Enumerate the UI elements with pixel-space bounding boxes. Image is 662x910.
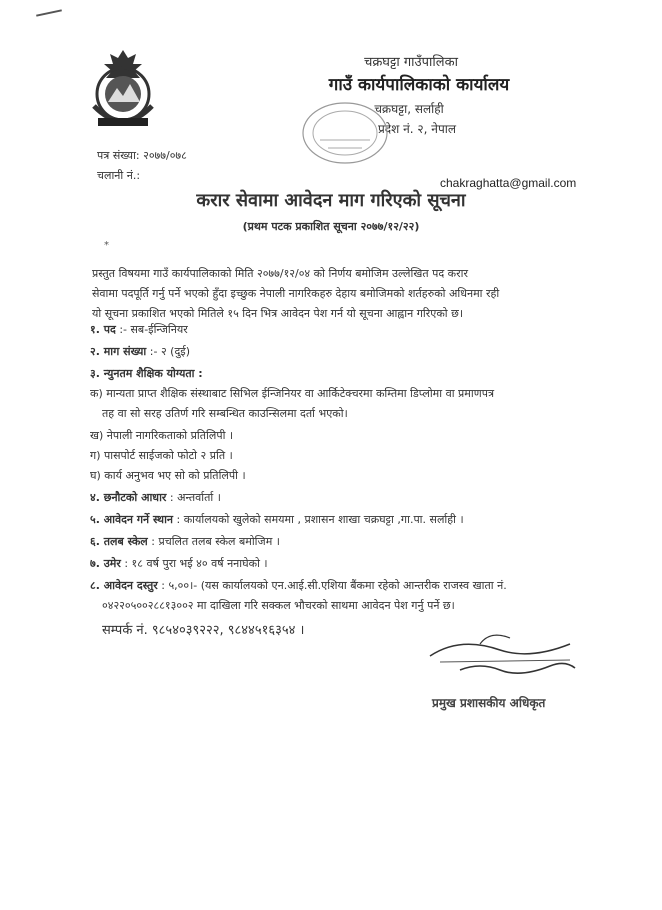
post-item (90, 322, 188, 337)
office-name: गाउँ कार्यपालिकाको कार्यालय (328, 75, 510, 95)
fee-value: : ५,००।- (यस कार्यालयको एन.आई.सी.एशिया बैंकमा रहेको आन्तरीक राजस्व खाता नं. (157, 579, 507, 592)
office-stamp (300, 100, 390, 166)
municipality-name: चक्रघट्टा गाउँपालिका (364, 55, 458, 70)
email-address: chakraghatta@gmail.com (440, 176, 577, 190)
pen-mark (36, 9, 62, 16)
selection-item (90, 490, 221, 505)
qualification-b: ख) नेपाली नागरिकताको प्रतिलिपी । (90, 429, 234, 442)
intro-line: सेवामा पदपूर्ति गर्नु पर्ने भएको हुँदा इच्छुक नेपाली नागरिकहरु देहाय बमोजिमको शर्तहरुको अधिनमा रही (92, 287, 500, 300)
fee-item (90, 578, 507, 593)
salary-item (90, 534, 280, 549)
demand-label: २. माग संख्या (90, 345, 147, 358)
qualification-a: क) मान्यता प्राप्त शैक्षिक संस्थाबाट सिभिल ईन्जिनियर वा आर्किटेक्चरमा कम्तिमा डिप्लोमा वा प्रमाणपत्र (90, 387, 495, 400)
intro-line: यो सूचना प्रकाशित भएको मितिले १५ दिन भित्र आवेदन पेश गर्न यो सूचना आह्वान गरिएको छ। (92, 307, 463, 320)
post-value: :- सब-ईन्जिनियर (115, 323, 188, 336)
dispatch-number: चलानी नं.: (97, 169, 141, 182)
qualification-a-cont: तह वा सो सरह उतिर्ण गरि सम्बन्धित काउन्सिलमा दर्ता भएको। (102, 407, 348, 420)
place-item (90, 512, 464, 527)
signatory-designation: प्रमुख प्रशासकीय अधिकृत (432, 696, 546, 710)
place-label: ५. आवेदन गर्ने स्थान (90, 513, 174, 526)
province-name: प्रदेश नं. २, नेपाल (377, 122, 457, 136)
contact-numbers: सम्पर्क नं. ९८५४०३९२२२, ९८४४५१६३५४ । (102, 623, 305, 638)
qualification-d: घ) कार्य अनुभव भए सो को प्रतिलिपी । (90, 469, 246, 482)
selection-label: ४. छनौटको आधार (90, 491, 167, 504)
age-item (90, 556, 268, 571)
age-value: : १८ वर्ष पुरा भई ४० वर्ष ननाघेको । (120, 557, 268, 570)
letter-number: पत्र संख्या: २०७७/०७८ (97, 149, 187, 162)
demand-value: :- २ (दुई) (146, 345, 190, 358)
salary-value: : प्रचलित तलब स्केल बमोजिम । (147, 535, 280, 548)
place-value: : कार्यालयको खुलेको समयमा , प्रशासन शाखा चक्रघट्टा ,गा.पा. सर्लाही । (173, 513, 464, 526)
handwritten-signature (420, 626, 590, 686)
office-location: चक्रघट्टा, सर्लाही (374, 102, 444, 116)
intro-paragraph (92, 264, 592, 324)
selection-value: : अन्तर्वार्ता । (166, 491, 221, 504)
margin-mark: * (104, 240, 109, 251)
demand-item (90, 344, 190, 359)
qualification-label: ३. न्युनतम शैक्षिक योग्यता : (90, 367, 203, 380)
age-label: ७. उमेर (90, 557, 121, 570)
qualification-item (90, 366, 203, 381)
notice-title: करार सेवामा आवेदन माग गरिएको सूचना (196, 190, 466, 211)
intro-line: प्रस्तुत विषयमा गाउँ कार्यपालिकाको मिति २०७७/१२/०४ को निर्णय बमोजिम उल्लेखित पद करार (92, 267, 468, 280)
qualification-c: ग) पासपोर्ट साईजको फोटो २ प्रति । (90, 449, 233, 462)
fee-label: ८. आवेदन दस्तुर (90, 579, 158, 592)
notice-subtitle: (प्रथम पटक प्रकाशित सूचना २०७७/१२/२२) (242, 220, 420, 233)
fee-account-line: ०४२२०५००२८८१३००२ मा दाखिला गरि सक्कल भौचरको साथमा आवेदन पेश गर्नु पर्ने छ। (102, 599, 455, 612)
salary-label: ६. तलब स्केल (90, 535, 148, 548)
post-label: १. पद (90, 323, 116, 336)
